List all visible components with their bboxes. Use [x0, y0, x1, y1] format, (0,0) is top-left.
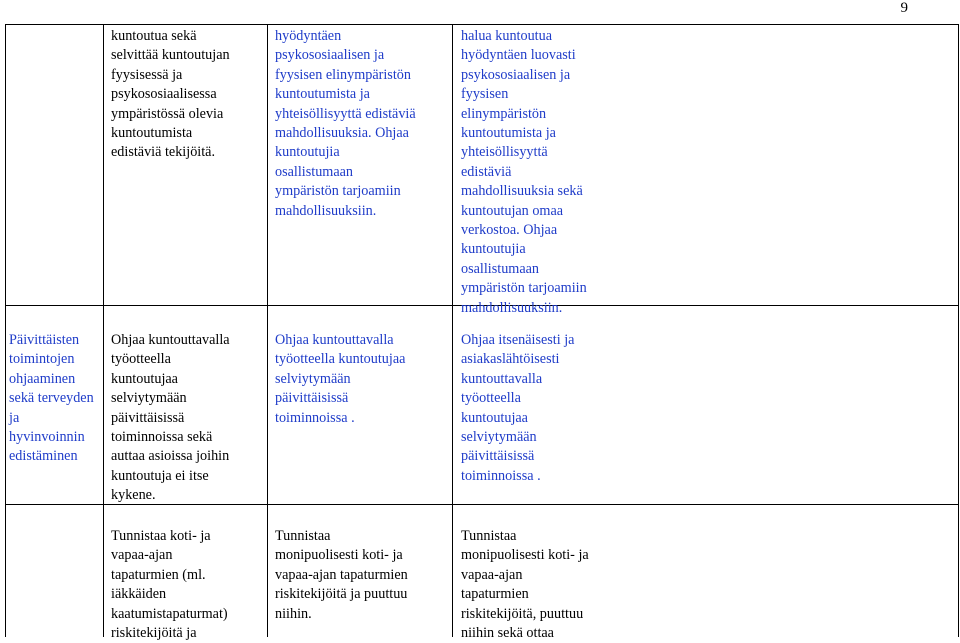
- table-cell-r2-c1: Päivittäisten toimintojen ohjaaminen sekä terveyden ja hyvinvoinnin edistäminen: [9, 332, 94, 465]
- page-number: 9: [900, 0, 908, 16]
- table-border-left: [5, 24, 6, 637]
- table-cell-r2-c2: Ohjaa kuntouttavalla työotteella kuntoutujaa selviytymään päivittäisissä toiminnoissa sekä auttaa asioissa joihin kuntoutuja ei itse kykene.: [111, 332, 230, 504]
- table-cell-r2-c4: Ohjaa itsenäisesti ja asiakaslähtöisesti kuntouttavalla työotteella kuntoutujaa selviytymään päivittäisissä toiminnoissa .: [461, 332, 575, 484]
- table-cell-r3-c4: Tunnistaa monipuolisesti koti- ja vapaa-ajan tapaturmien riskitekijöitä, puuttuu niihin sekä ottaa: [461, 528, 589, 642]
- table-border-top: [5, 24, 959, 25]
- table-column-divider: [452, 24, 453, 637]
- table-cell-r2-c3: Ohjaa kuntouttavalla työotteella kuntoutujaa selviytymään päivittäisissä toiminnoissa .: [275, 332, 406, 426]
- table-cell-r3-c3: Tunnistaa monipuolisesti koti- ja vapaa-ajan tapaturmien riskitekijöitä ja puuttuu niihin.: [275, 528, 408, 622]
- table-cell-r1-c3: hyödyntäen psykososiaalisen ja fyysisen elinympäristön kuntoutumista ja yhteisöllisyyttä edistäviä mahdollisuuksia. Ohjaa kuntoutujia osallistumaan ympäristön tarjoamiin mahdollisuuksiin.: [275, 28, 416, 219]
- table-column-divider: [267, 24, 268, 637]
- table-cell-r1-c4: halua kuntoutua hyödyntäen luovasti psykososiaalisen ja fyysisen elinympäristön kuntoutumista ja yhteisöllisyyttä edistäviä mahdollisuuksia sekä kuntoutujan omaa verkostoa. Ohjaa kuntoutujia osallistumaan ympäristön tarjoamiin mahdollisuuksiin.: [461, 28, 587, 316]
- table-cell-r1-c2: kuntoutua sekä selvittää kuntoutujan fyysisessä ja psykososiaalisessa ympäristössä olevia kuntoutumista edistäviä tekijöitä.: [111, 28, 230, 161]
- table-cell-r3-c2: Tunnistaa koti- ja vapaa-ajan tapaturmien (ml. iäkkäiden kaatumistapaturmat) riskitekijöitä ja: [111, 528, 228, 642]
- table-border-right: [958, 24, 959, 637]
- table-column-divider: [103, 24, 104, 637]
